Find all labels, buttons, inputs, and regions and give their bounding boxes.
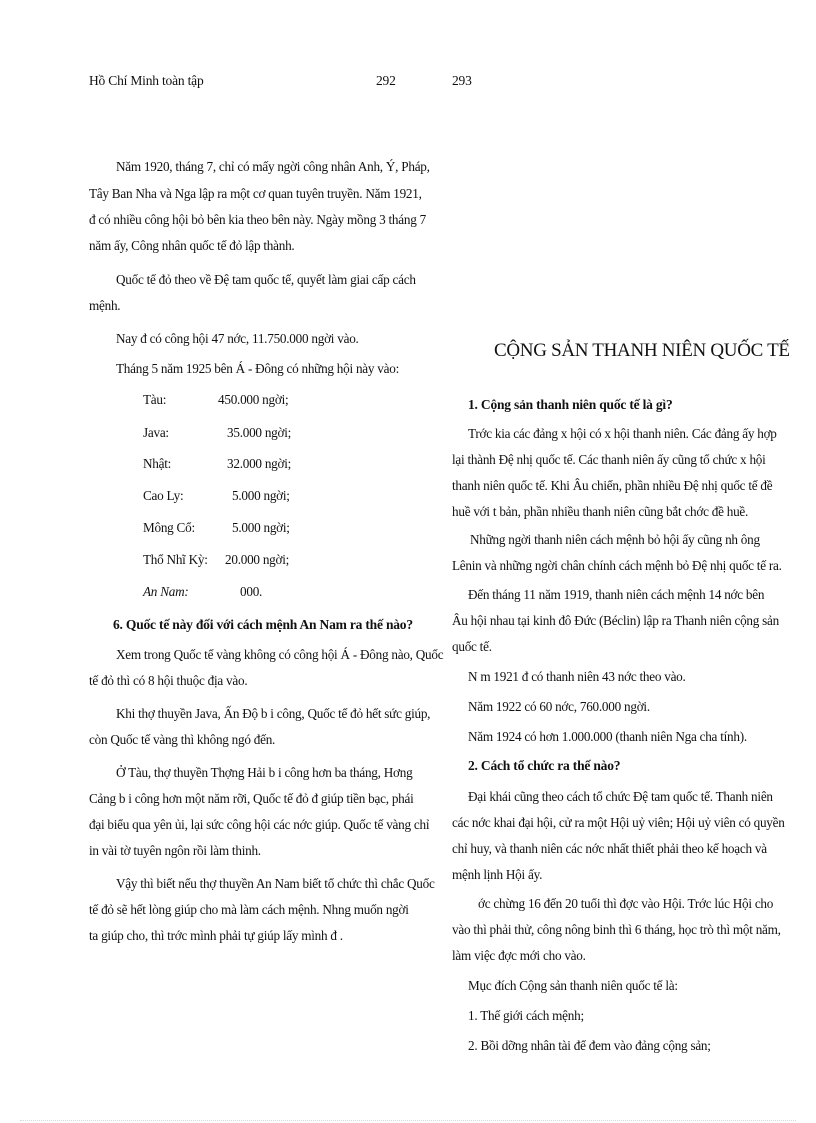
paragraph-line: Quốc tế đỏ theo về Đệ tam quốc tế, quyết làm giai cấp cách (116, 272, 416, 287)
paragraph-line: Trớc kia các đảng x hội có x hội thanh niên. Các đảng ấy hợp (468, 426, 777, 441)
section-heading: 1. Cộng sản thanh niên quốc tế là gì? (468, 397, 673, 412)
page-number-left: 292 (376, 73, 396, 88)
paragraph-line: huề với t bản, phần nhiều thanh niên cũng bắt chớc đề huề. (452, 504, 749, 519)
table-row-members: 5.000 ngời; (232, 488, 290, 503)
paragraph-line: ta giúp cho, thì trớc mình phải tự giúp lấy mình đ . (89, 928, 343, 943)
paragraph-line: chỉ huy, và thanh niên các nớc nhất thiết phải theo kế hoạch và (452, 841, 767, 856)
chapter-title: CỘNG SẢN THANH NIÊN QUỐC TẾ (494, 340, 790, 361)
table-row-members: 32.000 ngời; (227, 456, 292, 471)
paragraph-line: Năm 1922 có 60 nớc, 760.000 ngời. (468, 699, 650, 714)
paragraph-line: Những ngời thanh niên cách mệnh bỏ hội ấy cũng nh ông (470, 532, 760, 547)
paragraph-line: mệnh lịnh Hội ấy. (452, 867, 543, 882)
intro-line: Năm 1920, tháng 7, chỉ có mấy ngời công nhân Anh, Ý, Pháp, (116, 159, 430, 174)
paragraph-line: Ở Tàu, thợ thuyền Thợng Hải b i công hơn ba tháng, Hơng (116, 765, 413, 780)
paragraph-line: in vài tờ tuyên ngôn rồi làm thinh. (89, 843, 261, 858)
paragraph-line: vào thì phải thử, công nông binh thì 6 tháng, học trò thì một năm, (452, 922, 781, 937)
paragraph-line: làm việc đợc mới cho vào. (452, 948, 586, 963)
list-item: 2. Bồi dỡng nhân tài để đem vào đảng cộng sản; (468, 1038, 711, 1053)
paragraph-line: ớc chừng 16 đến 20 tuổi thì đợc vào Hội. Trớc lúc Hội cho (478, 896, 774, 911)
paragraph-line: Khi thợ thuyền Java, Ấn Độ b i công, Quốc tế đỏ hết sức giúp, (116, 706, 431, 721)
paragraph-line: đại biểu qua yên ủi, lại sức công hội các nớc giúp. Quốc tế vàng chỉ (89, 817, 430, 832)
table-row-members: 450.000 ngời; (218, 392, 289, 407)
paragraph-line: Vậy thì biết nếu thợ thuyền An Nam biết tổ chức thì chắc Quốc (116, 876, 435, 891)
paragraph-line: Lênin và những ngời chân chính cách mệnh bỏ Đệ nhị quốc tế ra. (452, 558, 782, 573)
paragraph-line: còn Quốc tế vàng thì không ngó đến. (89, 732, 276, 747)
paragraph-line: Đại khái cũng theo cách tổ chức Đệ tam quốc tế. Thanh niên (468, 789, 773, 804)
section-heading: 2. Cách tổ chức ra thế nào? (468, 758, 621, 773)
paragraph-line: Tháng 5 năm 1925 bên Á - Đông có những hội này vào: (116, 361, 400, 376)
paragraph-line: Âu hội nhau tại kinh đô Đức (Béclin) lập ra Thanh niên cộng sản (452, 613, 779, 628)
paragraph-line: tế đỏ sẽ hết lòng giúp cho mà làm cách mệnh. Nhng muốn ngời (89, 902, 409, 917)
paragraph-line: các nớc khai đại hội, cử ra một Hội uỷ viên; Hội uỷ viên có quyền (452, 815, 785, 830)
paragraph-line: Cảng b i công hơn một năm rỡi, Quốc tế đỏ đ giúp tiền bạc, phái (89, 791, 414, 806)
table-row-country: Thổ Nhĩ Kỳ: (143, 552, 208, 567)
list-item: 1. Thế giới cách mệnh; (468, 1008, 584, 1023)
paragraph-line: lại thành Đệ nhị quốc tế. Các thanh niên ấy cũng tổ chức x hội (452, 452, 766, 467)
table-row-members: 35.000 ngời; (227, 425, 292, 440)
paragraph-line: mệnh. (89, 298, 121, 313)
page-number-right: 293 (452, 73, 472, 88)
page-bottom-rule (20, 1120, 796, 1121)
table-row-country: Mông Cổ: (143, 520, 195, 535)
table-row-members: 20.000 ngời; (225, 552, 290, 567)
intro-line: đ có nhiều công hội bỏ bên kia theo bên này. Ngày mồng 3 tháng 7 (89, 212, 426, 227)
table-row-members: 000. (240, 584, 263, 599)
table-row-country: An Nam: (143, 584, 189, 599)
table-row-members: 5.000 ngời; (232, 520, 290, 535)
running-header-title: Hồ Chí Minh toàn tập (89, 73, 204, 88)
intro-line: năm ấy, Công nhân quốc tế đỏ lập thành. (89, 238, 295, 253)
intro-line: Tây Ban Nha và Nga lập ra một cơ quan tuyên truyền. Năm 1921, (89, 186, 422, 201)
paragraph-line: quốc tế. (452, 639, 492, 654)
table-row-country: Tàu: (143, 392, 167, 407)
paragraph-line: tế đỏ thì có 8 hội thuộc địa vào. (89, 673, 248, 688)
table-row-country: Nhật: (143, 456, 172, 471)
table-row-country: Cao Ly: (143, 488, 184, 503)
table-row-country: Java: (143, 425, 169, 440)
paragraph-line: thanh niên quốc tế. Khi Âu chiến, phần nhiều Đệ nhị quốc tế đề (452, 478, 773, 493)
paragraph-line: Xem trong Quốc tế vàng không có công hội Á - Đông nào, Quốc (116, 647, 444, 662)
paragraph-line: Năm 1924 có hơn 1.000.000 (thanh niên Nga cha tính). (468, 729, 747, 744)
paragraph-line: Đến tháng 11 năm 1919, thanh niên cách mệnh 14 nớc bên (468, 587, 765, 602)
section-heading: 6. Quốc tế này đối với cách mệnh An Nam ra thế nào? (113, 617, 413, 632)
paragraph-line: N m 1921 đ có thanh niên 43 nớc theo vào. (468, 669, 686, 684)
paragraph-line: Nay đ có công hội 47 nớc, 11.750.000 ngời vào. (116, 331, 359, 346)
paragraph-line: Mục đích Cộng sản thanh niên quốc tế là: (468, 978, 678, 993)
